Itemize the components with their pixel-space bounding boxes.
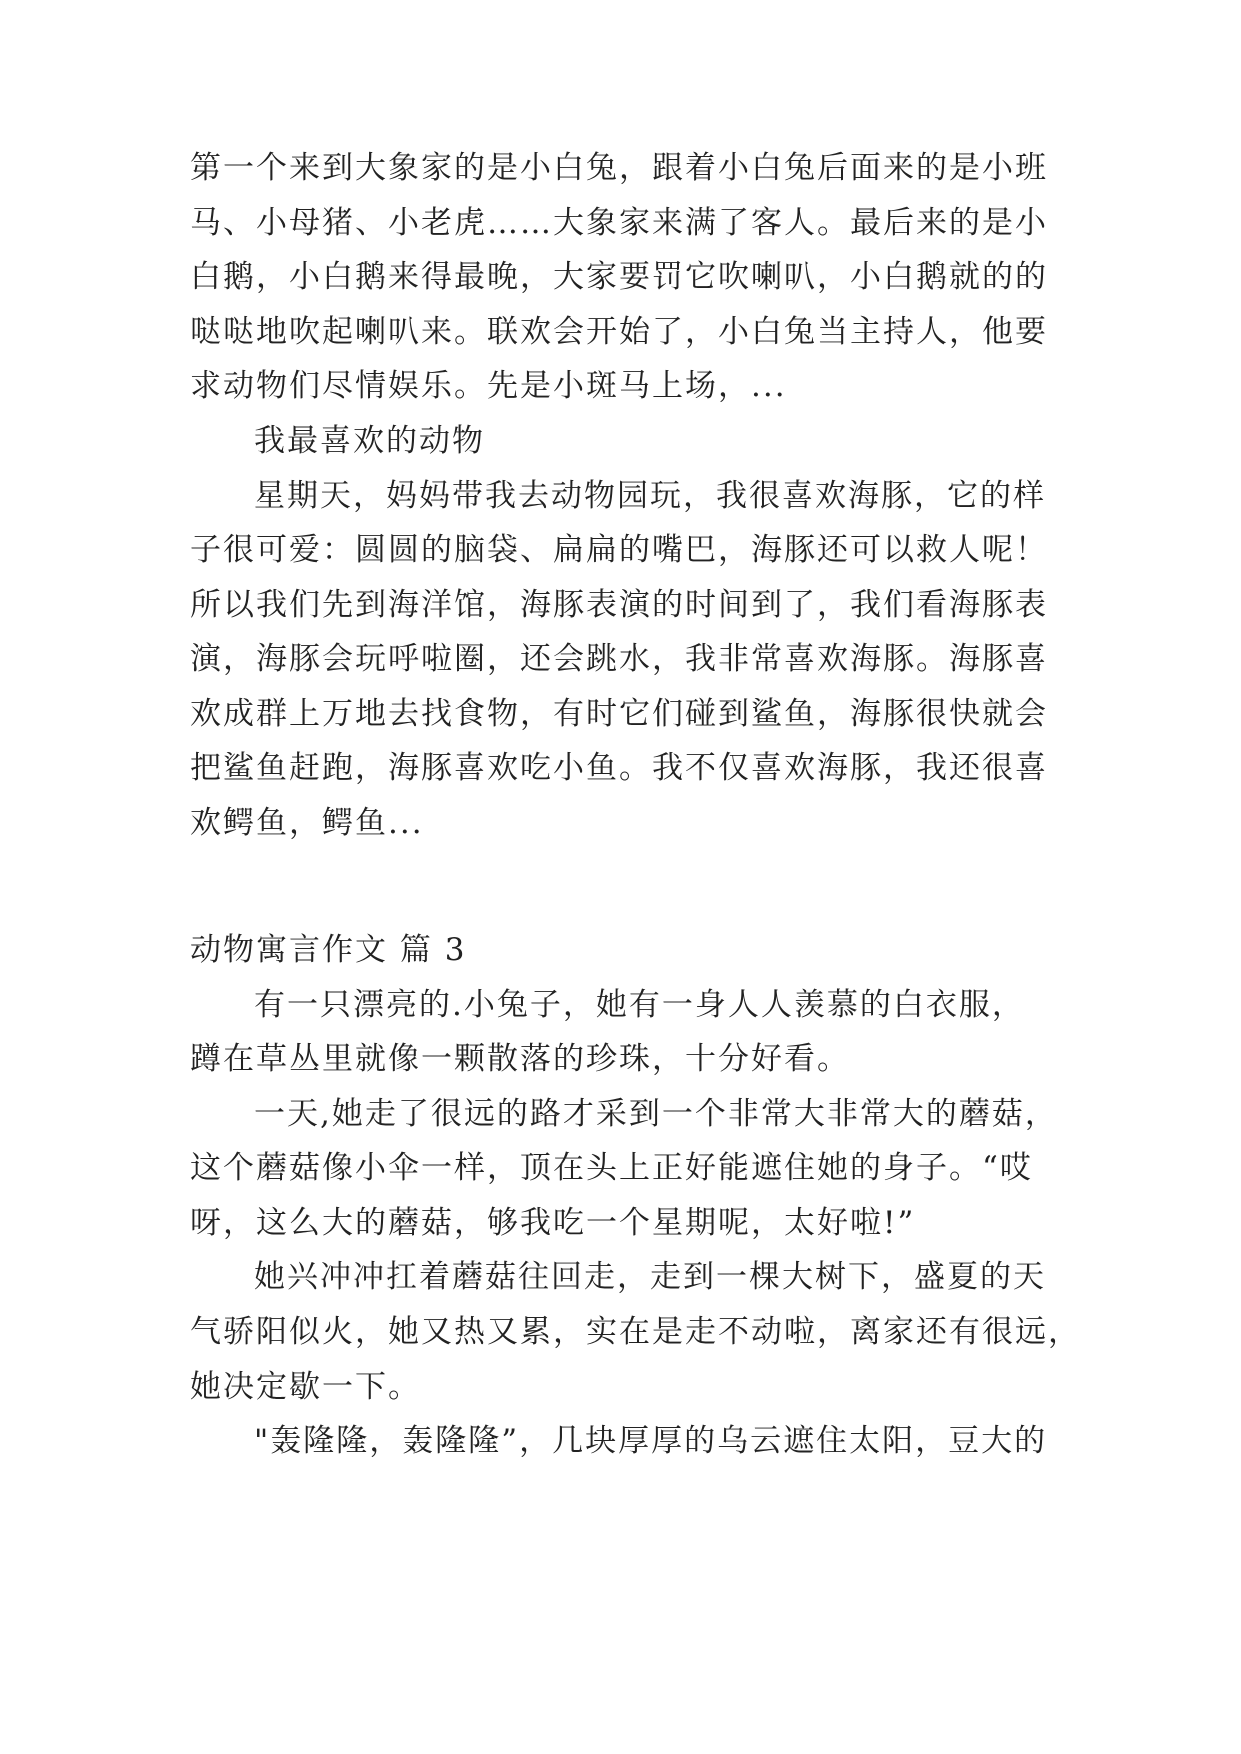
paragraph-line: 她决定歇一下。 [190,1369,421,1405]
paragraph-line: 星期天，妈妈带我去动物园玩，我很喜欢海豚，它的样 [254,478,1046,514]
paragraph-line: 蹲在草丛里就像一颗散落的珍珠，十分好看。 [190,1041,850,1077]
paragraph-line: 马、小母猪、小老虎……大象家来满了客人。最后来的是小 [190,205,1048,241]
paragraph-line: 求动物们尽情娱乐。先是小斑马上场，... [190,368,787,404]
section-heading: 动物寓言作文 篇 3 [190,932,467,968]
paragraph-line: "轰隆隆，轰隆隆”，几块厚厚的乌云遮住太阳，豆大的 [254,1423,1048,1459]
paragraph-line: 子很可爱：圆圆的脑袋、扁扁的嘴巴，海豚还可以救人呢！ [190,532,1048,568]
paragraph-line: 气骄阳似火，她又热又累，实在是走不动啦，离家还有很远， [190,1314,1081,1350]
paragraph-line: 她兴冲冲扛着蘑菇往回走，走到一棵大树下，盛夏的天 [254,1259,1046,1295]
paragraph-line: 有一只漂亮的.小兔子，她有一身人人羡慕的白衣服， [254,987,1025,1023]
paragraph-line: 欢鳄鱼，鳄鱼... [190,805,424,841]
paragraph-line: 哒哒地吹起喇叭来。联欢会开始了，小白兔当主持人，他要 [190,314,1048,350]
paragraph-line: 欢成群上万地去找食物，有时它们碰到鲨鱼，海豚很快就会 [190,696,1048,732]
paragraph-line: 所以我们先到海洋馆，海豚表演的时间到了，我们看海豚表 [190,587,1048,623]
paragraph-line: 呀，这么大的蘑菇，够我吃一个星期呢，太好啦!” [190,1205,916,1241]
paragraph-line: 这个蘑菇像小伞一样，顶在头上正好能遮住她的身子。“哎 [190,1150,1033,1186]
paragraph-line: 演，海豚会玩呼啦圈，还会跳水，我非常喜欢海豚。海豚喜 [190,641,1048,677]
section-subtitle: 我最喜欢的动物 [254,423,485,459]
paragraph-line: 白鹅，小白鹅来得最晚，大家要罚它吹喇叭，小白鹅就的的 [190,259,1048,295]
paragraph-line: 把鲨鱼赶跑，海豚喜欢吃小鱼。我不仅喜欢海豚，我还很喜 [190,750,1048,786]
paragraph-line: 一天,她走了很远的路才采到一个非常大非常大的蘑菇， [254,1096,1058,1132]
paragraph-line: 第一个来到大象家的是小白兔，跟着小白兔后面来的是小班 [190,150,1048,186]
